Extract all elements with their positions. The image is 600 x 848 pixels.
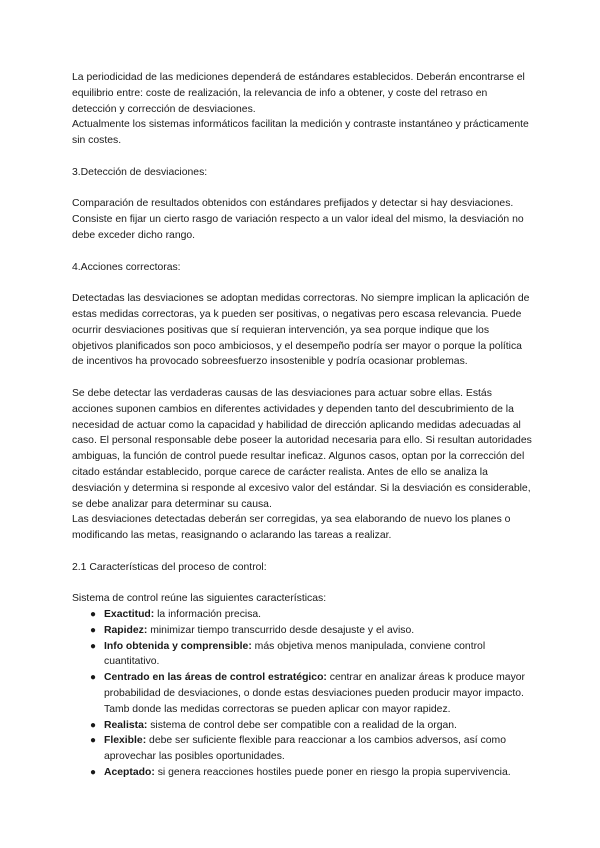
bullet-icon: ● [90, 735, 97, 747]
paragraph-periodicidad: La periodicidad de las mediciones dependerá de estándares establecidos. Deberán encontrarse el equilibrio entre: coste de realización, la relevancia de info a obtener, y coste del retraso en detección y corrección de desviaciones. [72, 72, 525, 115]
spacer [72, 370, 532, 386]
spacer [72, 544, 532, 560]
spacer [72, 181, 532, 197]
features-list [72, 607, 532, 781]
spacer [72, 275, 532, 291]
feature-term: Centrado en las áreas de control estratégico: [104, 672, 327, 684]
paragraph-causas-desviaciones: Se debe detectar las verdaderas causas de las desviaciones para actuar sobre ellas. Estás acciones suponen cambios en diferentes actividades y dependen tanto del descubrimiento de la necesidad de actuar como la capacidad y habilidad de dirección aplicando medidas adecuadas al caso. El personal responsable debe poseer la autoridad necesaria para ello. Si resultan autoridades ambiguas, la función de control puede resultar ineficaz. Algunos casos, optan por la corrección del citado estándar establecido, porque carece de carácter realista. Antes de ello se analiza la desviación y determina si responde al excesivo valor del estándar. Si la desviación es considerable, se debe analizar para determinar su causa. [72, 387, 532, 510]
heading-caracteristicas-control: 2.1 Características del proceso de control: [72, 561, 267, 573]
bullet-icon: ● [90, 767, 97, 779]
spacer [72, 149, 532, 165]
bullet-icon: ● [90, 624, 97, 636]
feature-term: Aceptado: [104, 767, 155, 779]
list-item [72, 718, 532, 734]
feature-text: la información precisa. [154, 609, 262, 621]
spacer [72, 244, 532, 260]
feature-text: debe ser suficiente flexible para reaccionar a los cambios adversos, así como aprovechar las posibles oportunidades. [104, 735, 506, 763]
feature-term: Exactitud: [104, 609, 155, 621]
feature-text: sistema de control debe ser compatible con a realidad de la organ. [147, 719, 457, 731]
bullet-icon: ● [90, 719, 97, 731]
feature-term: Info obtenida y comprensible: [104, 640, 252, 652]
feature-term: Realista: [104, 719, 148, 731]
spacer [72, 576, 532, 592]
paragraph-sistemas-informaticos: Actualmente los sistemas informáticos facilitan la medición y contraste instantáneo y prácticamente sin costes. [72, 119, 529, 147]
feature-term: Flexible: [104, 735, 147, 747]
list-item [72, 607, 532, 623]
feature-text: si genera reacciones hostiles puede poner en riesgo la propia supervivencia. [154, 767, 511, 779]
bullet-icon: ● [90, 640, 97, 652]
paragraph-sistema-control-intro: Sistema de control reúne las siguientes características: [72, 593, 327, 605]
paragraph-medidas-correctoras: Detectadas las desviaciones se adoptan medidas correctoras. No siempre implican la aplicación de estas medidas correctoras, ya k pueden ser positivas, o negativas pero escasa relevancia. Puede ocurrir desviaciones positivas que sí requieran intervención, ya sea porque indique que los objetivos planificados son poco ambiciosos, y el desempeño podría ser mayor o porque la política de incentivos ha provocado sobreesfuerzo insostenible y podría ocasionar problemas. [72, 293, 530, 368]
list-item [72, 733, 532, 765]
feature-text: más objetiva menos manipulada, conviene control cuantitativo. [104, 640, 486, 668]
document-page [72, 70, 532, 781]
list-item [72, 670, 532, 717]
paragraph-desviaciones-corregidas: Las desviaciones detectadas deberán ser corregidas, ya sea elaborando de nuevo los planes o modificando las metas, reasignando o aclarando las tareas a realizar. [72, 514, 511, 542]
feature-text: centrar en analizar áreas k produce mayor probabilidad de desviaciones, o donde estas desviaciones pueden producir mayor impacto. Tamb donde las medidas correctoras se pueden aplicar con mayor rapidez. [104, 672, 526, 715]
bullet-icon: ● [90, 672, 97, 684]
bullet-icon: ● [90, 609, 97, 621]
heading-acciones-correctoras: 4.Acciones correctoras: [72, 261, 181, 273]
list-item [72, 765, 532, 781]
list-item [72, 623, 532, 639]
paragraph-comparacion: Comparación de resultados obtenidos con estándares prefijados y detectar si hay desviaciones. Consiste en fijar un cierto rasgo de variación respecto a un valor ideal del mismo, la desviación no debe exceder dicho rango. [72, 198, 524, 241]
heading-deteccion-desviaciones: 3.Detección de desviaciones: [72, 166, 208, 178]
feature-text: minimizar tiempo transcurrido desde desajuste y el aviso. [147, 624, 415, 636]
feature-term: Rapidez: [104, 624, 148, 636]
list-item [72, 639, 532, 671]
